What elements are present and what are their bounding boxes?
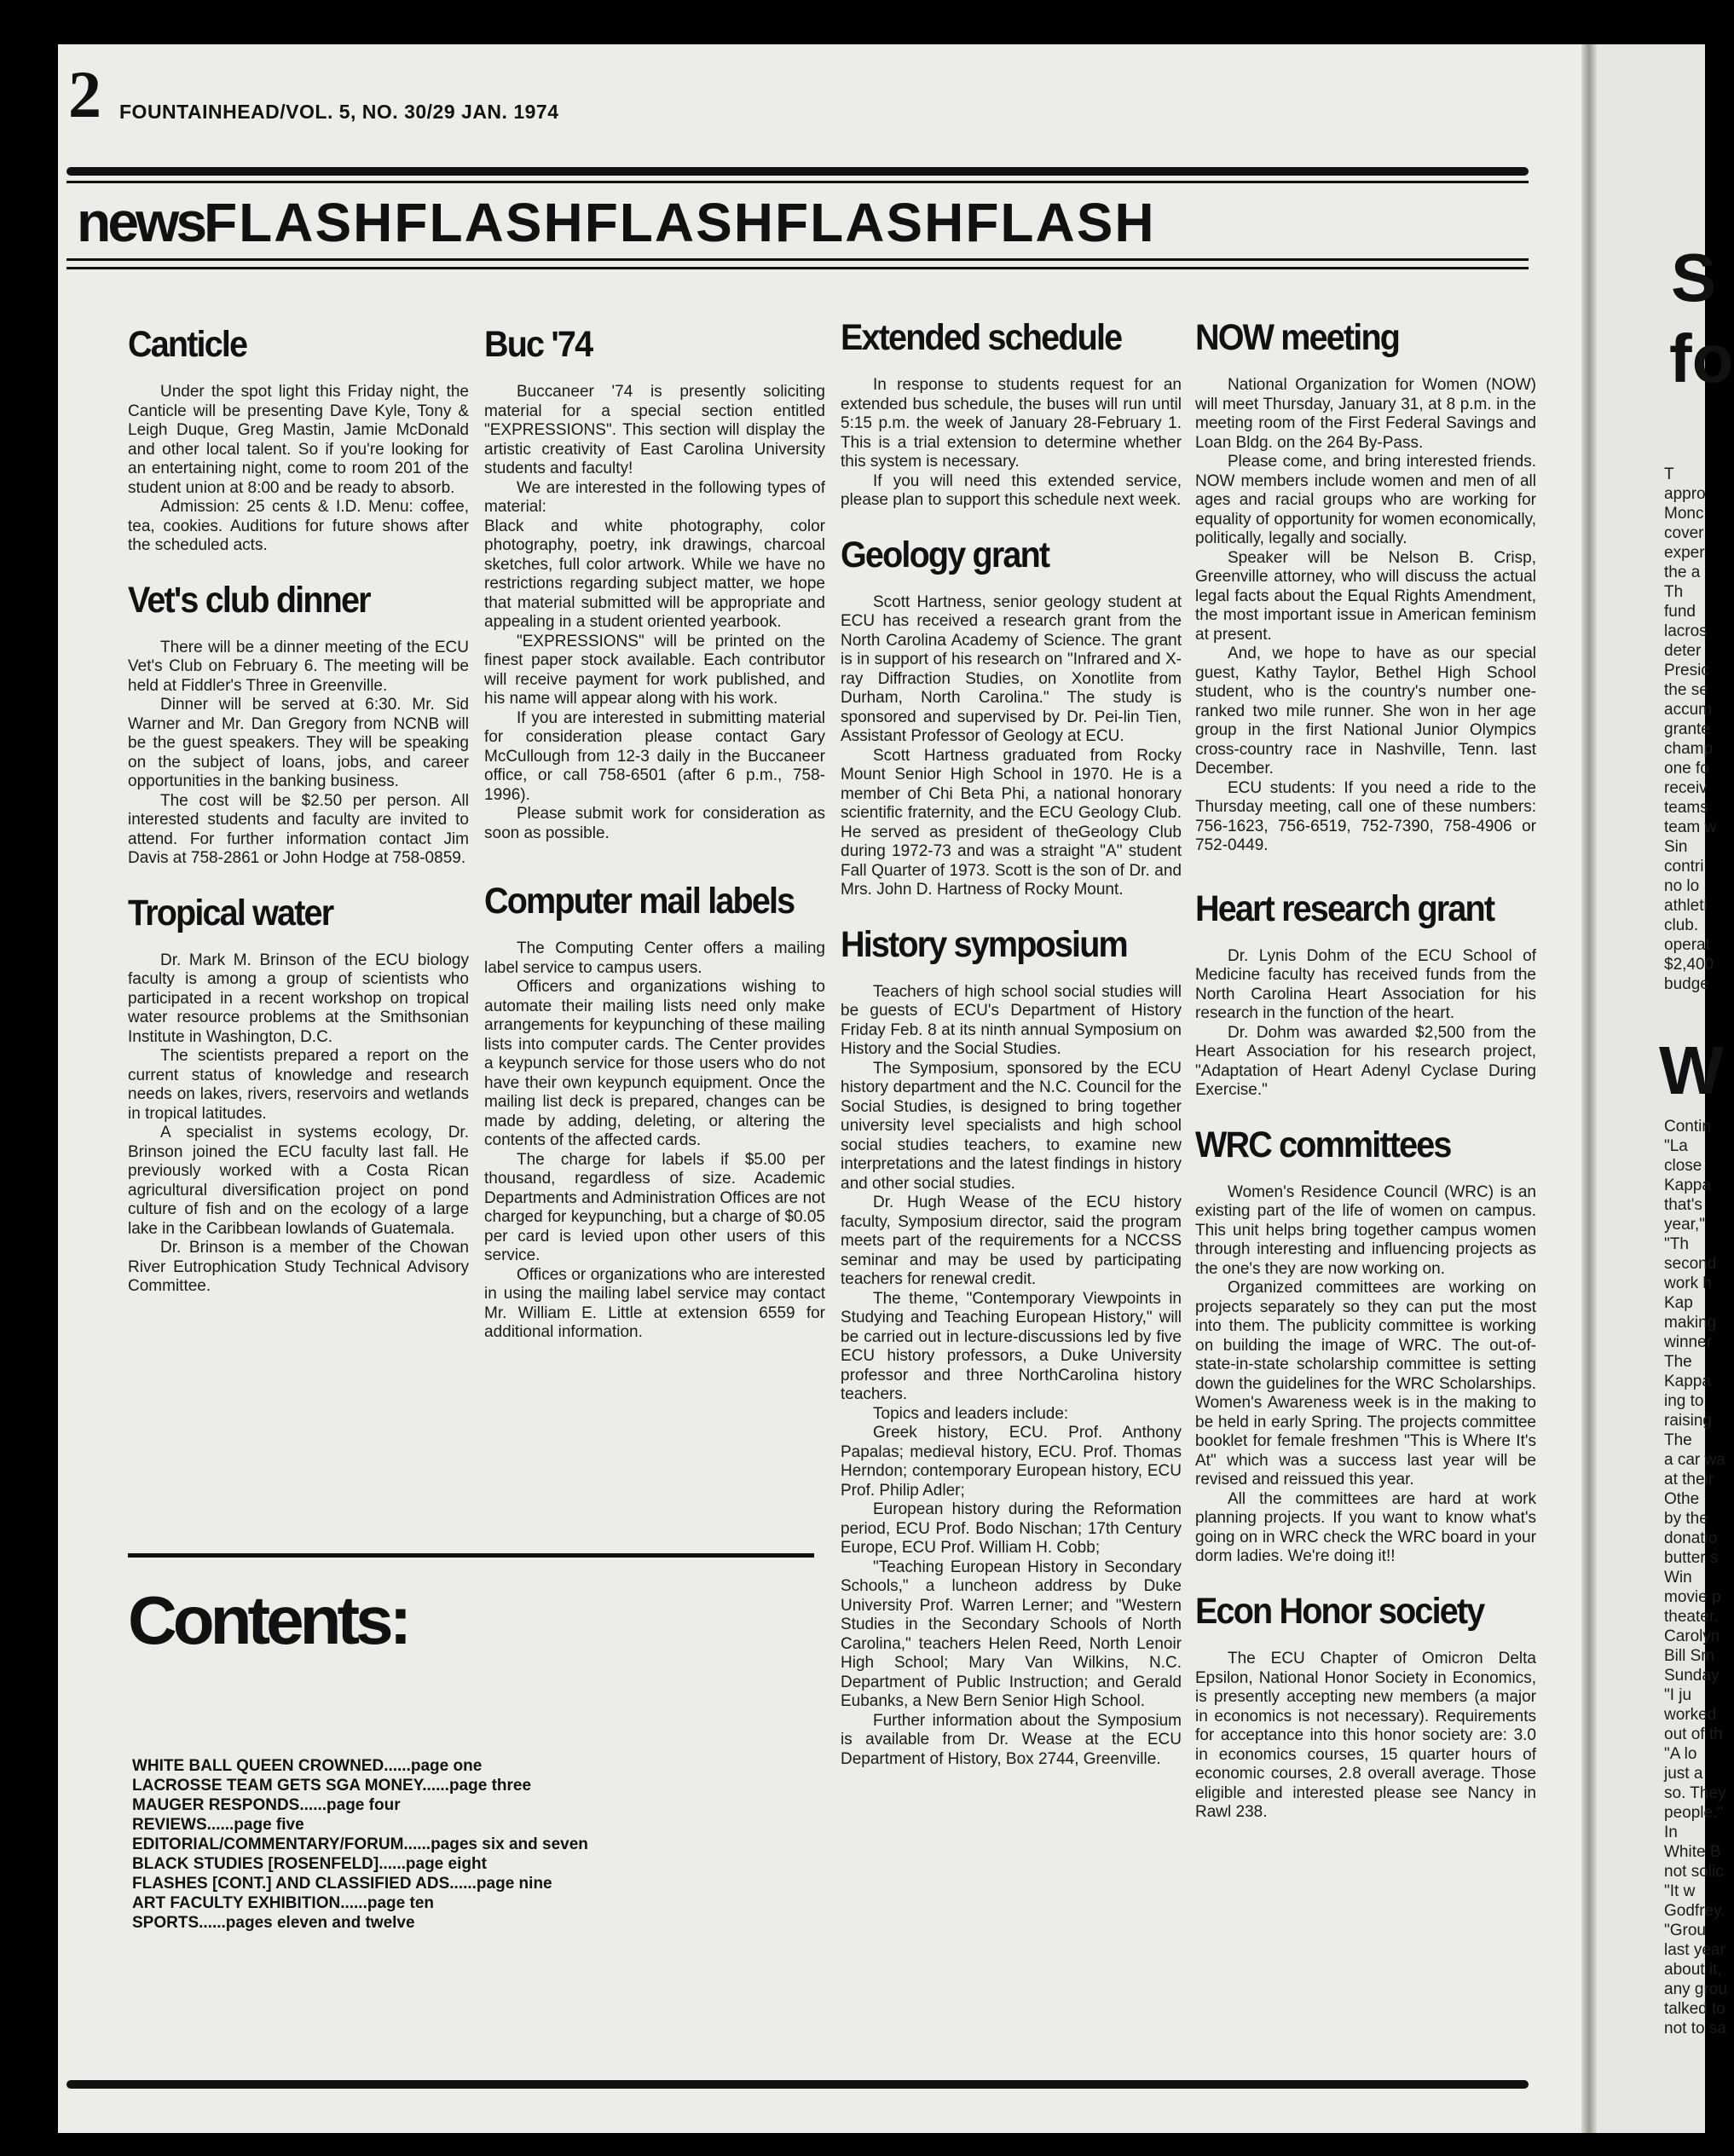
paragraph: Greek history, ECU. Prof. Anthony Papalas; medieval history, ECU. Prof. Thomas Herndon; contemporary European history, ECU Prof. Philip Adler; [841,1424,1182,1500]
adjacent-text-line: Kappa [1664,1373,1711,1390]
column-3 [841,319,1182,1795]
adjacent-text-line: White B [1664,1843,1721,1861]
adjacent-text-line: Win [1664,1569,1692,1587]
adjacent-text-line: about it, [1664,1961,1722,1979]
header-rule-thin [66,181,1529,183]
paragraph: Further information about the Symposium is available from Dr. Wease at the ECU Department of History, Box 2744, Greenville. [841,1711,1182,1768]
paragraph: Dr. Hugh Wease of the ECU history faculty, Symposium director, said the program meets part of the requirements for a NCCSS seminar and may be used by participating teachers for renewal credit. [841,1194,1182,1289]
adjacent-text-line: appro [1664,485,1706,503]
paragraph: ECU students: If you need a ride to the Thursday meeting, call one of these numbers: 756-1623, 756-6519, 752-7390, 758-4906 or 752-0449. [1195,778,1536,855]
paragraph: "EXPRESSIONS" will be printed on the finest paper stock available. Each contributor will receive payment for work published, and his name will appear along with his work. [484,632,825,708]
paragraph: The Symposium, sponsored by the ECU history department and the N.C. Council for the Social Studies, is designed to bring together university level specialists and high school social studies teachers, to examine new interpretations and the latest findings in history and other social studies. [841,1059,1182,1193]
page-number: 2 [68,57,101,131]
adjacent-text-line: Sunday [1664,1667,1720,1685]
article-econ-honor-society [1195,1592,1536,1823]
contents-item: SPORTS......pages eleven and twelve [132,1914,415,1932]
article-heart-research-grant [1195,887,1536,1101]
paragraph: Dr. Brinson is a member of the Chowan River Eutrophication Study Technical Advisory Committee. [128,1239,469,1296]
adjacent-text-line: just a [1664,1765,1703,1783]
adjacent-text-line: club. [1664,916,1699,934]
adjacent-text-line: worked [1664,1706,1717,1724]
adjacent-text-line: the se [1664,681,1708,699]
adjacent-text-line: "Grou [1664,1922,1706,1939]
column-2 [484,326,825,1368]
headline: Econ Honor society [1195,1590,1484,1632]
paragraph: And, we hope to have as our special guest, Kathy Taylor, Bethel High School student, who is the country's number one-ranked two mile runner. She won in her age group in the first National Junior Olympics cross-country race in Nashville, Tenn. last December. [1195,644,1536,778]
article-tropical-water [128,894,469,1297]
adjacent-text-line: Presic [1664,662,1709,679]
contents-item: REVIEWS......page five [132,1816,304,1834]
adjacent-text-line: fund [1664,603,1696,621]
adjacent-text-line: "It w [1664,1882,1696,1900]
headline: Geology grant [841,534,1049,575]
article-extended-schedule [841,319,1182,511]
adjacent-text-line: theater. [1664,1608,1719,1626]
paragraph: "Teaching European History in Secondary Schools," a luncheon address by Duke University Prof. Warren Lerner; and "Western Studies in the Secondary Schools of North Carolina," teachers Helen Reed, North Lenoir High School; Mary Van Wilkins, N.C. Department of Public Instruction; and Gerald Eubanks, a New Bern Senior High School. [841,1558,1182,1711]
paragraph: Dr. Lynis Dohm of the ECU School of Medicine faculty has received funds from the North Carolina Heart Association for his research in the function of the heart. [1195,946,1536,1023]
contents-item: FLASHES [CONT.] AND CLASSIFIED ADS......page nine [132,1875,552,1893]
adjacent-text-line: cover [1664,524,1704,542]
paragraph: All the committees are hard at work planning projects. If you want to know what's going on in WRC check the WRC board in your dorm ladies. We're doing it!! [1195,1489,1536,1566]
paragraph: Topics and leaders include: [873,1404,1069,1423]
adjacent-text-line: accum [1664,701,1712,719]
article-canticle [128,326,469,556]
adjacent-text-line: champ [1664,740,1714,758]
banner-rule-bottom [66,267,1529,269]
footer-rule [66,2080,1529,2089]
paragraph: Scott Hartness graduated from Rocky Mount Senior High School in 1970. He is a member of Chi Beta Phi, a national honorary scientific fraternity, and the ECU Geology Club. He served as president of theGeology Club during 1972-73 and was a straight "A" student Fall Quarter of 1973. Scott is the son of Dr. and Mrs. John D. Hartness of Rocky Mount. [841,746,1182,899]
paragraph: Black and white photography, color photography, poetry, ink drawings, charcoal sketches, full color artwork. While we have no restrictions regarding subject matter, we hope that material submitted will be appropriate and appealing in a student oriented yearbook. [484,517,825,632]
article-buc-74 [484,326,825,843]
headline: Buc '74 [484,324,592,365]
adjacent-text-line: the a [1664,564,1701,581]
paragraph: A specialist in systems ecology, Dr. Brinson joined the ECU faculty last fall. He previously worked with a Costa Rican agricultural diversification project on pond culture of fish and on the ecology of a large lake in the Caribbean lowlands of Guatemala. [128,1124,469,1238]
paragraph: The Computing Center offers a mailing label service to campus users. [484,939,825,977]
adjacent-text-line: In [1664,1824,1678,1841]
headline: WRC committees [1195,1124,1451,1165]
adjacent-text-line: a car wa [1664,1451,1725,1469]
folio-line: FOUNTAINHEAD/VOL. 5, NO. 30/29 JAN. 1974 [119,101,559,123]
paragraph: Admission: 25 cents & I.D. Menu: coffee, tea, cookies. Auditions for future shows after the scheduled acts. [128,498,469,555]
adjacent-text-line: one fo [1664,760,1709,777]
adjacent-text-line: Monc [1664,505,1704,523]
paragraph: The cost will be $2.50 per person. All interested students and faculty are invited to attend. For further information contact Jim Davis at 758-2861 or John Hodge at 758-0859. [128,791,469,868]
contents-item: BLACK STUDIES [ROSENFELD]......page eight [132,1855,487,1873]
contents-list [132,1756,588,1933]
adjacent-text-line: ing to [1664,1392,1704,1410]
paragraph: Scott Hartness, senior geology student at ECU has received a research grant from the North Carolina Academy of Science. The grant is in support of his research on "Infrared and X-ray Diffraction Studies, on Xonotlite from Durham, North Carolina." The study is sponsored and supervised by Dr. Pei-lin Tien, Assistant Professor of Geology at ECU. [841,592,1182,746]
adjacent-headline-s: S [1671,240,1717,315]
adjacent-text-line: Carolyn [1664,1627,1720,1645]
adjacent-text-line: winner [1664,1333,1712,1351]
paragraph: Offices or organizations who are interested in using the mailing label service may contact Mr. William E. Little at extension 6559 for additional information. [484,1265,825,1342]
adjacent-text-bottom [1664,1117,1727,2038]
paragraph: There will be a dinner meeting of the ECU Vet's Club on February 6. The meeting will be held at Fiddler's Three in Greenville. [128,638,469,695]
adjacent-text-line: Godfrey. [1664,1902,1725,1920]
paragraph: Please submit work for consideration as soon as possible. [484,805,825,842]
adjacent-text-line: T [1664,465,1674,483]
adjacent-text-line: lacros [1664,622,1708,640]
adjacent-text-line: any grou [1664,1980,1727,1998]
adjacent-text-line: by the [1664,1510,1708,1528]
adjacent-text-line: last year [1664,1941,1725,1959]
adjacent-text-line: team w [1664,818,1717,836]
paragraph: National Organization for Women (NOW) will meet Thursday, January 31, at 8 p.m. in the meeting room of the First Federal Savings and Loan Bldg. on the 264 By-Pass. [1195,376,1536,452]
adjacent-text-line: raising [1664,1412,1712,1430]
paragraph: Dinner will be served at 6:30. Mr. Sid Warner and Mr. Dan Gregory from NCNB will be the guest speakers. They will be speaking on the subject of loans, jobs, and career opportunities in the banking business. [128,696,469,791]
adjacent-text-line: not to sa [1664,2020,1726,2038]
headline: Tropical water [128,892,333,933]
paragraph: Speaker will be Nelson B. Crisp, Greenville attorney, who will discuss the actual legal facts about the Equal Rights Amendment, the most important issue in American feminism at present. [1195,548,1536,644]
paragraph: Please come, and bring interested friends. NOW members include women and men of all ages and racial groups who are working for equality of opportunity for women economically, politically, legally and socially. [1195,453,1536,548]
adjacent-text-line: close [1664,1157,1702,1175]
paragraph: Under the spot light this Friday night, the Canticle will be presenting Dave Kyle, Tony & Leigh Duque, Greg Mastin, Jamie McDonald and other local talent. So if you're looking for an entertaining night, come to room 201 of the student union at 8:00 and be ready to absorb. [128,383,469,497]
contents-rule [128,1553,814,1558]
adjacent-text-line: no lo [1664,877,1700,895]
paragraph: Women's Residence Council (WRC) is an existing part of the life of women on campus. This unit helps bring together campus women through interesting and influencing projects as the one's they are now working on. [1195,1182,1536,1278]
contents-title: Contents: [128,1582,408,1658]
adjacent-text-line: Sin [1664,838,1688,856]
paragraph: The theme, "Contemporary Viewpoints in Studying and Teaching European History," will be carried out in lecture-discussions led by five ECU history professors, a Duke University professor and three NorthCarolina history teachers. [841,1289,1182,1404]
contents-item: LACROSSE TEAM GETS SGA MONEY......page three [132,1777,532,1795]
banner-rule-top [66,258,1529,261]
article-now-meeting [1195,319,1536,856]
paragraph: European history during the Reformation period, ECU Prof. Bodo Nischan; 17th Century Europe, ECU Prof. William H. Cobb; [841,1500,1182,1558]
adjacent-text-line: Kappa [1664,1176,1711,1194]
paragraph: The ECU Chapter of Omicron Delta Epsilon, National Honor Society in Economics, is presently accepting new members (a major in economics is not necessary). Requirements for acceptance into this honor society are: 3.0 in economics courses, 15 quarter hours of economic courses, 2.8 overall average. Those eligible and interested please see Nancy in Rawl 238. [1195,1650,1536,1822]
banner-news: news [77,190,205,253]
adjacent-text-line: that's [1664,1196,1702,1214]
adjacent-text-line: people." [1664,1804,1724,1822]
paragraph: The scientists prepared a report on the current status of knowledge and research needs on lakes, rivers, reservoirs and wetlands in tropical latitudes. [128,1047,469,1123]
headline: Computer mail labels [484,881,795,922]
contents-item: ART FACULTY EXHIBITION......page ten [132,1894,434,1912]
news-flash-banner [77,189,1156,254]
paragraph: In response to students request for an extended bus schedule, the buses will run until 5:15 p.m. the week of January 28-February 1. This is a trial extension to determine whether this system is necessary. [841,376,1182,471]
paragraph: Dr. Dohm was awarded $2,500 from the Heart Association for his research project, "Adaptation of Heart Adenyl Cyclase During Exercise." [1195,1023,1536,1100]
paragraph: Officers and organizations wishing to automate their mailing lists need only make arrangements for keypunching of these mailing lists into computer cards. The Center provides a keypunch service for those users who do not have their own keypunch equipment. Once the mailing list deck is prepared, changes can be made by adding, deleting, or altering the contents of the affected cards. [484,978,825,1150]
adjacent-text-line: donatio [1664,1529,1718,1547]
contents-item: WHITE BALL QUEEN CROWNED......page one [132,1757,483,1775]
adjacent-text-line: grante [1664,720,1710,738]
adjacent-text-line: receiv [1664,779,1708,797]
adjacent-text-line: year," [1664,1216,1705,1234]
article-wrc-committees [1195,1126,1536,1567]
headline: Extended schedule [841,317,1122,358]
article-vets-club-dinner [128,581,469,869]
adjacent-text-line: Th [1664,583,1684,601]
adjacent-text-line: out of th [1664,1725,1723,1743]
adjacent-text-line: at their [1664,1471,1714,1488]
contents-item: MAUGER RESPONDS......page four [132,1796,401,1814]
adjacent-text-line: not solic [1664,1863,1724,1881]
headline: Canticle [128,324,247,365]
headline: Vet's club dinner [128,579,370,621]
headline: Heart research grant [1195,887,1494,929]
paragraph: Buccaneer '74 is presently soliciting material for a special section entitled "EXPRESSIONS". This section will display the artistic creativity of East Carolina University students and faculty! [484,383,825,478]
column-1 [128,326,469,1322]
paragraph: The charge for labels if $5.00 per thousand, regardless of size. Academic Departments and Administration Offices are not charged for keypunching, but a charge of $0.05 per card is levied upon other users of this service. [484,1150,825,1265]
adjacent-text-line: teams [1664,799,1708,817]
adjacent-text-line: budge [1664,975,1709,993]
adjacent-text-line: so. They [1664,1784,1726,1802]
article-history-symposium [841,923,1182,1770]
adjacent-text-line: $2,400 [1664,956,1714,974]
headline: NOW meeting [1195,317,1400,358]
adjacent-headline-fo: fo [1669,321,1734,396]
headline: History symposium [841,923,1127,965]
adjacent-text-line: "Th [1664,1235,1689,1253]
adjacent-text-line: Othe [1664,1490,1700,1508]
article-computer-mail-labels [484,882,825,1343]
column-4 [1195,319,1536,1848]
paragraph: Organized committees are working on projects separately so they can put the most into them. The publicity committee is working on building the image of WRC. The out-of-state-in-state scholarship committee is setting down the guidelines for the WRC Scholarships. Women's Awareness week is in the making to be held in early Spring. The projects committee booklet for female freshmen "This is Where It's At" which was a success last year will be revised and reissued this year. [1195,1279,1536,1489]
adjacent-text-line: contri [1664,858,1704,876]
adjacent-text-line: exper [1664,544,1705,562]
adjacent-text-line: "La [1664,1137,1688,1155]
contents-item: EDITORIAL/COMMENTARY/FORUM......pages six and seven [132,1835,588,1853]
header-rule-heavy [66,167,1529,176]
banner-flash: FLASHFLASHFLASHFLASHFLASH [204,192,1156,253]
adjacent-text-top [1664,465,1716,994]
adjacent-text-line: athleti [1664,897,1708,915]
adjacent-text-line: movie p [1664,1588,1721,1606]
paragraph: We are interested in the following types of material: [484,478,825,517]
adjacent-text-line: "I ju [1664,1686,1692,1704]
paragraph: Dr. Mark M. Brinson of the ECU biology faculty is among a group of scientists who participated in a recent workshop on tropical water resource problems at the Smithsonian Institute in Washington, D.C. [128,951,469,1046]
article-geology-grant [841,536,1182,900]
adjacent-text-line: making [1664,1314,1717,1332]
adjacent-headline-w: W [1659,1032,1724,1108]
adjacent-text-line: work h [1664,1275,1712,1292]
adjacent-text-line: Bill Sm [1664,1647,1715,1665]
adjacent-text-line: second [1664,1255,1717,1273]
adjacent-text-line: talked to [1664,2000,1725,2018]
adjacent-text-line: The [1664,1353,1692,1371]
page-fold [1581,44,1597,2133]
adjacent-text-line: Kap [1664,1294,1693,1312]
adjacent-text-line: deter [1664,642,1702,660]
adjacent-text-line: operat [1664,936,1710,954]
adjacent-text-line: butter s [1664,1549,1719,1567]
paragraph: If you will need this extended service, please plan to support this schedule next week. [841,471,1182,510]
adjacent-text-line: The [1664,1431,1692,1449]
adjacent-text-line: Contin [1664,1118,1711,1136]
adjacent-text-line: "A lo [1664,1745,1697,1763]
paragraph: Teachers of high school social studies will be guests of ECU's Department of History Friday Feb. 8 at its ninth annual Symposium on History and the Social Studies. [841,982,1182,1059]
paragraph: If you are interested in submitting material for consideration please contact Gary McCullough from 12-3 daily in the Buccaneer office, or call 758-6501 (after 6 p.m., 758-1996). [484,708,825,804]
